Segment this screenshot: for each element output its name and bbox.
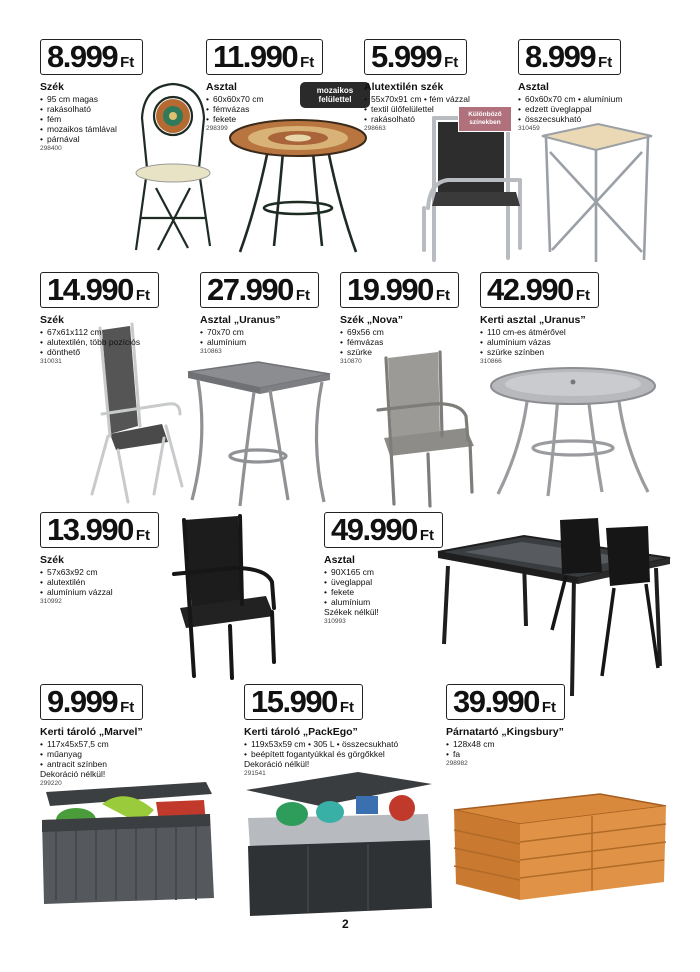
packego-storage-box-image bbox=[238, 770, 438, 920]
color-options-badge: Különböző színekben bbox=[458, 106, 512, 132]
nova-chair-image bbox=[370, 350, 480, 508]
currency-label: Ft bbox=[419, 527, 434, 544]
price-tag bbox=[446, 684, 565, 720]
price-amount: 9.999 bbox=[47, 684, 118, 719]
spec-list bbox=[518, 94, 622, 124]
spec-list bbox=[480, 327, 599, 357]
product-name: Alutextilén szék bbox=[364, 81, 444, 93]
price-tag bbox=[200, 272, 319, 308]
spec-list bbox=[40, 567, 159, 597]
price-amount: 11.990 bbox=[213, 39, 298, 74]
price-amount: 8.999 bbox=[47, 39, 118, 74]
product-name: Szék bbox=[40, 314, 64, 326]
spec-item: • 69x56 cm bbox=[340, 327, 459, 337]
product-code: 291541 bbox=[244, 770, 266, 777]
product-code: 310031 bbox=[40, 358, 62, 365]
price-amount: 8.999 bbox=[525, 39, 596, 74]
spec-item: • rakásolható bbox=[364, 114, 470, 124]
mosaic-surface-badge: mozaikos felülettel bbox=[300, 82, 370, 108]
product-packego-storage bbox=[244, 684, 398, 777]
product-code: 310870 bbox=[340, 358, 362, 365]
price-amount: 13.990 bbox=[47, 512, 133, 547]
spec-list bbox=[206, 94, 323, 124]
spec-item: • 90X165 cm bbox=[324, 567, 443, 577]
currency-label: Ft bbox=[541, 699, 556, 716]
price-amount: 19.990 bbox=[347, 272, 433, 307]
product-square-table-uranus bbox=[200, 272, 319, 355]
price-amount: 5.999 bbox=[371, 39, 442, 74]
product-note: Dekoráció nélkül! bbox=[40, 769, 106, 779]
product-code: 299220 bbox=[40, 780, 62, 787]
spec-item: • párnával bbox=[40, 134, 143, 144]
price-tag bbox=[244, 684, 363, 720]
product-name: Asztal bbox=[206, 81, 237, 93]
spec-item: • szürke színben bbox=[480, 347, 599, 357]
currency-label: Ft bbox=[575, 287, 590, 304]
currency-label: Ft bbox=[339, 699, 354, 716]
price-tag bbox=[40, 512, 159, 548]
price-tag bbox=[518, 39, 621, 75]
currency-label: Ft bbox=[295, 287, 310, 304]
spec-item: • rakásolható bbox=[40, 104, 143, 114]
product-code: 298400 bbox=[40, 145, 62, 152]
black-chair-image bbox=[170, 512, 280, 680]
spec-list bbox=[40, 739, 143, 769]
price-amount: 39.990 bbox=[453, 684, 539, 719]
glass-folding-table-image bbox=[536, 122, 656, 264]
product-code: 310993 bbox=[324, 618, 346, 625]
product-name: Szék „Nova” bbox=[340, 314, 404, 326]
spec-list bbox=[364, 94, 470, 124]
product-kingsbury-box bbox=[446, 684, 565, 767]
spec-list bbox=[446, 739, 565, 759]
alutextil-chair-image bbox=[420, 112, 530, 262]
price-amount: 27.990 bbox=[207, 272, 293, 307]
spec-item: • 60x60x70 cm • alumínium bbox=[518, 94, 622, 104]
product-alutextil-chair bbox=[364, 39, 470, 132]
product-code: 298982 bbox=[446, 760, 468, 767]
spec-item: • összecsukható bbox=[518, 114, 622, 124]
spec-item: • 128x48 cm bbox=[446, 739, 565, 749]
product-nova-chair bbox=[340, 272, 459, 365]
currency-label: Ft bbox=[444, 54, 459, 71]
currency-label: Ft bbox=[135, 287, 150, 304]
spec-item: • alumínium vázas bbox=[480, 337, 599, 347]
spec-list bbox=[324, 567, 443, 607]
marvel-storage-box-image bbox=[36, 780, 216, 906]
currency-label: Ft bbox=[435, 287, 450, 304]
spec-item: • textil ülőfelülettel bbox=[364, 104, 470, 114]
price-amount: 49.990 bbox=[331, 512, 417, 547]
price-tag bbox=[324, 512, 443, 548]
spec-item: • üveglappal bbox=[324, 577, 443, 587]
spec-item: • 57x63x92 cm bbox=[40, 567, 159, 577]
spec-item: • alumínium bbox=[200, 337, 319, 347]
mosaic-table-image bbox=[228, 118, 368, 256]
dining-table-set-image bbox=[434, 516, 674, 700]
spec-item: • műanyag bbox=[40, 749, 143, 759]
product-name: Kerti tároló „Marvel” bbox=[40, 726, 143, 738]
spec-list bbox=[200, 327, 319, 347]
spec-item: • dönthető bbox=[40, 347, 159, 357]
spec-list bbox=[40, 327, 159, 357]
product-name: Párnatartó „Kingsbury” bbox=[446, 726, 564, 738]
kingsbury-wooden-box-image bbox=[450, 790, 670, 902]
spec-list bbox=[340, 327, 459, 357]
spec-item: • edzett üveglappal bbox=[518, 104, 622, 114]
spec-item: • fémvázas bbox=[206, 104, 323, 114]
product-glass-table bbox=[518, 39, 622, 132]
spec-item: • 60x60x70 cm bbox=[206, 94, 323, 104]
spec-item: • fekete bbox=[206, 114, 323, 124]
product-reclining-chair bbox=[40, 272, 159, 365]
price-tag bbox=[480, 272, 599, 308]
spec-item: • mozaikos támlával bbox=[40, 124, 143, 134]
square-table-uranus-image bbox=[184, 360, 334, 510]
spec-item: • fém bbox=[40, 114, 143, 124]
currency-label: Ft bbox=[120, 699, 135, 716]
product-round-table-uranus bbox=[480, 272, 599, 365]
spec-item: • fekete bbox=[324, 587, 443, 597]
page-number: 2 bbox=[342, 917, 349, 931]
currency-label: Ft bbox=[300, 54, 315, 71]
price-tag bbox=[40, 39, 143, 75]
product-name: Asztal bbox=[324, 554, 355, 566]
spec-item: • alumínium vázzal bbox=[40, 587, 159, 597]
product-dining-table bbox=[324, 512, 443, 625]
spec-item: • fémvázas bbox=[340, 337, 459, 347]
product-mosaic-chair bbox=[40, 39, 143, 152]
price-amount: 14.990 bbox=[47, 272, 133, 307]
product-note: Székek nélkül! bbox=[324, 607, 379, 617]
spec-list bbox=[244, 739, 398, 759]
product-name: Szék bbox=[40, 554, 64, 566]
product-code: 310866 bbox=[480, 358, 502, 365]
spec-list bbox=[40, 94, 143, 144]
spec-item: • 67x61x112 cm bbox=[40, 327, 159, 337]
spec-item: • alutextilén bbox=[40, 577, 159, 587]
product-name: Asztal bbox=[518, 81, 549, 93]
spec-item: • 55x70x91 cm • fém vázzal bbox=[364, 94, 470, 104]
product-marvel-storage bbox=[40, 684, 143, 787]
price-amount: 42.990 bbox=[487, 272, 573, 307]
product-code: 298399 bbox=[206, 125, 228, 132]
spec-item: • fa bbox=[446, 749, 565, 759]
product-note: Dekoráció nélkül! bbox=[244, 759, 310, 769]
product-name: Kerti asztal „Uranus” bbox=[480, 314, 586, 326]
product-black-chair bbox=[40, 512, 159, 605]
price-tag bbox=[40, 684, 143, 720]
spec-item: • alutextilén, több pozíciós bbox=[40, 337, 159, 347]
spec-item: • 117x45x57,5 cm bbox=[40, 739, 143, 749]
product-name: Asztal „Uranus” bbox=[200, 314, 281, 326]
spec-item: • antracit színben bbox=[40, 759, 143, 769]
product-code: 298663 bbox=[364, 125, 386, 132]
price-tag bbox=[40, 272, 159, 308]
spec-item: • alumínium bbox=[324, 597, 443, 607]
currency-label: Ft bbox=[120, 54, 135, 71]
price-tag bbox=[364, 39, 467, 75]
spec-item: • 110 cm-es átmérővel bbox=[480, 327, 599, 337]
currency-label: Ft bbox=[135, 527, 150, 544]
spec-item: • szürke bbox=[340, 347, 459, 357]
spec-item: • beépített fogantyúkkal és görgőkkel bbox=[244, 749, 398, 759]
price-tag bbox=[206, 39, 323, 75]
product-mosaic-table bbox=[206, 39, 323, 132]
spec-item: • 119x53x59 cm • 305 L • összecsukható bbox=[244, 739, 398, 749]
product-name: Szék bbox=[40, 81, 64, 93]
product-code: 310863 bbox=[200, 348, 222, 355]
price-amount: 15.990 bbox=[251, 684, 337, 719]
product-name: Kerti tároló „PackEgo” bbox=[244, 726, 358, 738]
price-tag bbox=[340, 272, 459, 308]
currency-label: Ft bbox=[598, 54, 613, 71]
product-code: 310992 bbox=[40, 598, 62, 605]
spec-item: • 70x70 cm bbox=[200, 327, 319, 337]
round-table-uranus-image bbox=[488, 366, 658, 498]
spec-item: • 95 cm magas bbox=[40, 94, 143, 104]
product-code: 310459 bbox=[518, 125, 540, 132]
